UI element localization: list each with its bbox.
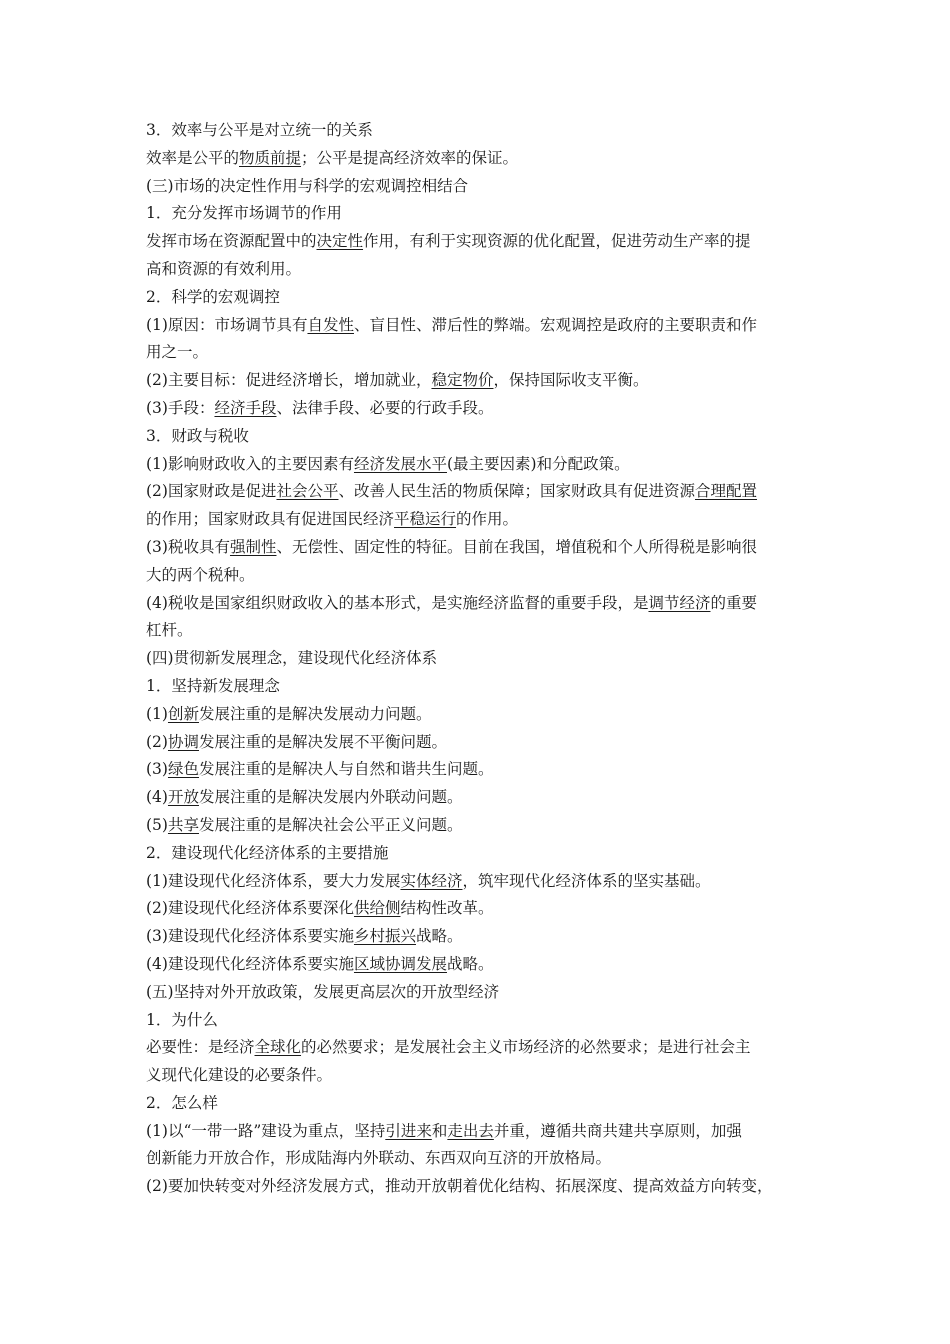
text-run: 必要性：是经济 [146, 1038, 255, 1057]
underlined-keyword: 全球化 [254, 1038, 302, 1057]
underlined-keyword: 实体经济 [400, 871, 463, 890]
underlined-keyword: 社会公平 [276, 482, 339, 501]
underlined-keyword: 平稳运行 [394, 510, 457, 529]
underlined-keyword: 乡村振兴 [353, 927, 416, 946]
text-line [146, 228, 822, 256]
text-line [146, 1173, 822, 1201]
text-line [146, 145, 822, 173]
text-run: 效率是公平的 [146, 148, 240, 167]
text-line [146, 534, 822, 562]
text-run: (4)建设现代化经济体系要实施 [146, 954, 354, 973]
text-run: 发展注重的是解决社会公平正义问题。 [198, 815, 463, 834]
text-line [146, 868, 822, 896]
document-body [146, 117, 822, 1201]
text-run: (1) [146, 704, 168, 723]
text-run: 结构性改革。 [400, 899, 494, 918]
text-run: (2)建设现代化经济体系要深化 [146, 899, 354, 918]
underlined-keyword: 协调 [167, 732, 199, 751]
text-run: 的必然要求；是发展社会主义市场经济的必然要求；是进行社会主 [301, 1038, 751, 1057]
text-run: 大的两个税种。 [146, 565, 255, 584]
underlined-keyword: 强制性 [229, 537, 277, 556]
text-run: 和 [431, 1121, 448, 1140]
underlined-keyword: 开放 [167, 788, 199, 807]
text-run: (5) [146, 815, 168, 834]
text-line [146, 562, 822, 590]
text-run: (五)坚持对外开放政策，发展更高层次的开放型经济 [146, 982, 500, 1001]
text-line [146, 339, 822, 367]
text-run: 2．怎么样 [146, 1093, 218, 1112]
text-run: 1．充分发挥市场调节的作用 [146, 204, 342, 223]
text-line [146, 1145, 822, 1173]
text-run: 创新能力开放合作，形成陆海内外联动、东西双向互济的开放格局。 [146, 1149, 612, 1168]
text-line [146, 951, 822, 979]
underlined-keyword: 自发性 [307, 315, 354, 334]
text-run: 、盲目性、滞后性的弊端。宏观调控是政府的主要职责和作 [353, 315, 757, 334]
text-line [146, 923, 822, 951]
text-run: 2．建设现代化经济体系的主要措施 [146, 843, 389, 862]
underlined-keyword: 经济发展水平 [353, 454, 447, 473]
text-run: 的作用；国家财政具有促进国民经济 [146, 510, 395, 529]
text-run: 、无偿性、固定性的特征。目前在我国，增值税和个人所得税是影响很 [276, 537, 757, 556]
text-line [146, 256, 822, 284]
text-line [146, 478, 822, 506]
text-run: 发展注重的是解决发展动力问题。 [198, 704, 432, 723]
text-run: 3．财政与税收 [146, 426, 249, 445]
text-run: 的重要 [710, 593, 757, 612]
text-run: 2．科学的宏观调控 [146, 287, 280, 306]
text-run: 发挥市场在资源配置中的 [146, 232, 317, 251]
text-run: (三)市场的决定性作用与科学的宏观调控相结合 [146, 176, 469, 195]
text-line [146, 840, 822, 868]
text-line [146, 367, 822, 395]
text-line [146, 506, 822, 534]
underlined-keyword: 供给侧 [353, 899, 401, 918]
underlined-keyword: 区域协调发展 [353, 954, 447, 973]
text-line [146, 729, 822, 757]
text-run: ，保持国际收支平衡。 [493, 371, 649, 390]
text-run: 1．坚持新发展理念 [146, 676, 280, 695]
text-run: 并重，遵循共商共建共享原则，加强 [493, 1121, 742, 1140]
underlined-keyword: 走出去 [447, 1121, 494, 1140]
text-run: 发展注重的是解决发展内外联动问题。 [198, 788, 463, 807]
text-run: 作用，有利于实现资源的优化配置，促进劳动生产率的提 [363, 232, 751, 251]
text-run: (最主要因素)和分配政策。 [446, 454, 630, 473]
text-run: (3)建设现代化经济体系要实施 [146, 927, 354, 946]
text-run: (四)贯彻新发展理念，建设现代化经济体系 [146, 649, 438, 668]
text-line [146, 1090, 822, 1118]
text-run: 的作用。 [456, 510, 519, 529]
text-run: (3) [146, 760, 168, 779]
text-run: (4) [146, 788, 168, 807]
underlined-keyword: 调节经济 [648, 593, 711, 612]
text-run: ；公平是提高经济效率的保证。 [301, 148, 519, 167]
text-run: 发展注重的是解决发展不平衡问题。 [198, 732, 447, 751]
text-run: 高和资源的有效利用。 [146, 259, 302, 278]
underlined-keyword: 合理配置 [695, 482, 758, 501]
text-run: (3)手段： [146, 398, 215, 417]
text-run: ，筑牢现代化经济体系的坚实基础。 [462, 871, 711, 890]
text-line [146, 756, 822, 784]
text-line [146, 812, 822, 840]
text-line [146, 1118, 822, 1146]
text-run: 3．效率与公平是对立统一的关系 [146, 121, 373, 139]
text-line [146, 1062, 822, 1090]
text-line [146, 701, 822, 729]
underlined-keyword: 创新 [167, 704, 199, 723]
text-run: (2)要加快转变对外经济发展方式，推动开放朝着优化结构、拓展深度、提高效益方向转变， [146, 1177, 773, 1196]
text-run: (1)原因：市场调节具有 [146, 315, 308, 334]
text-line [146, 784, 822, 812]
text-run: (3)税收具有 [146, 537, 230, 556]
underlined-keyword: 稳定物价 [431, 371, 494, 390]
text-run: (1)建设现代化经济体系，要大力发展 [146, 871, 401, 890]
text-run: (2)主要目标：促进经济增长，增加就业， [146, 371, 432, 390]
underlined-keyword: 引进来 [385, 1121, 432, 1140]
text-run: 用之一。 [146, 343, 209, 362]
text-line [146, 173, 822, 201]
text-line [146, 1007, 822, 1035]
underlined-keyword: 共享 [167, 815, 199, 834]
text-run: 杠杆。 [146, 621, 193, 640]
text-run: (2) [146, 732, 168, 751]
text-line [146, 312, 822, 340]
underlined-keyword: 物质前提 [239, 148, 302, 167]
text-run: (1)以“一带一路”建设为重点，坚持 [146, 1121, 386, 1140]
text-run: (4)税收是国家组织财政收入的基本形式，是实施经济监督的重要手段，是 [146, 593, 649, 612]
text-line [146, 200, 822, 228]
text-line [146, 284, 822, 312]
text-line [146, 395, 822, 423]
text-line [146, 673, 822, 701]
text-run: 战略。 [446, 954, 494, 973]
text-run: 发展注重的是解决人与自然和谐共生问题。 [198, 760, 494, 779]
text-run: 1．为什么 [146, 1010, 218, 1029]
text-line [146, 979, 822, 1007]
underlined-keyword: 经济手段 [214, 398, 277, 417]
text-line [146, 117, 822, 145]
text-line [146, 590, 822, 618]
text-line [146, 645, 822, 673]
text-line [146, 1034, 822, 1062]
text-run: 义现代化建设的必要条件。 [146, 1066, 333, 1085]
text-line [146, 451, 822, 479]
text-run: (1)影响财政收入的主要因素有 [146, 454, 354, 473]
text-run: 战略。 [415, 927, 463, 946]
underlined-keyword: 决定性 [316, 232, 364, 251]
text-line [146, 895, 822, 923]
text-line [146, 617, 822, 645]
text-line [146, 423, 822, 451]
underlined-keyword: 绿色 [167, 760, 199, 779]
text-run: (2)国家财政是促进 [146, 482, 277, 501]
text-run: 、法律手段、必要的行政手段。 [276, 398, 494, 417]
text-run: 、改善人民生活的物质保障；国家财政具有促进资源 [338, 482, 695, 501]
